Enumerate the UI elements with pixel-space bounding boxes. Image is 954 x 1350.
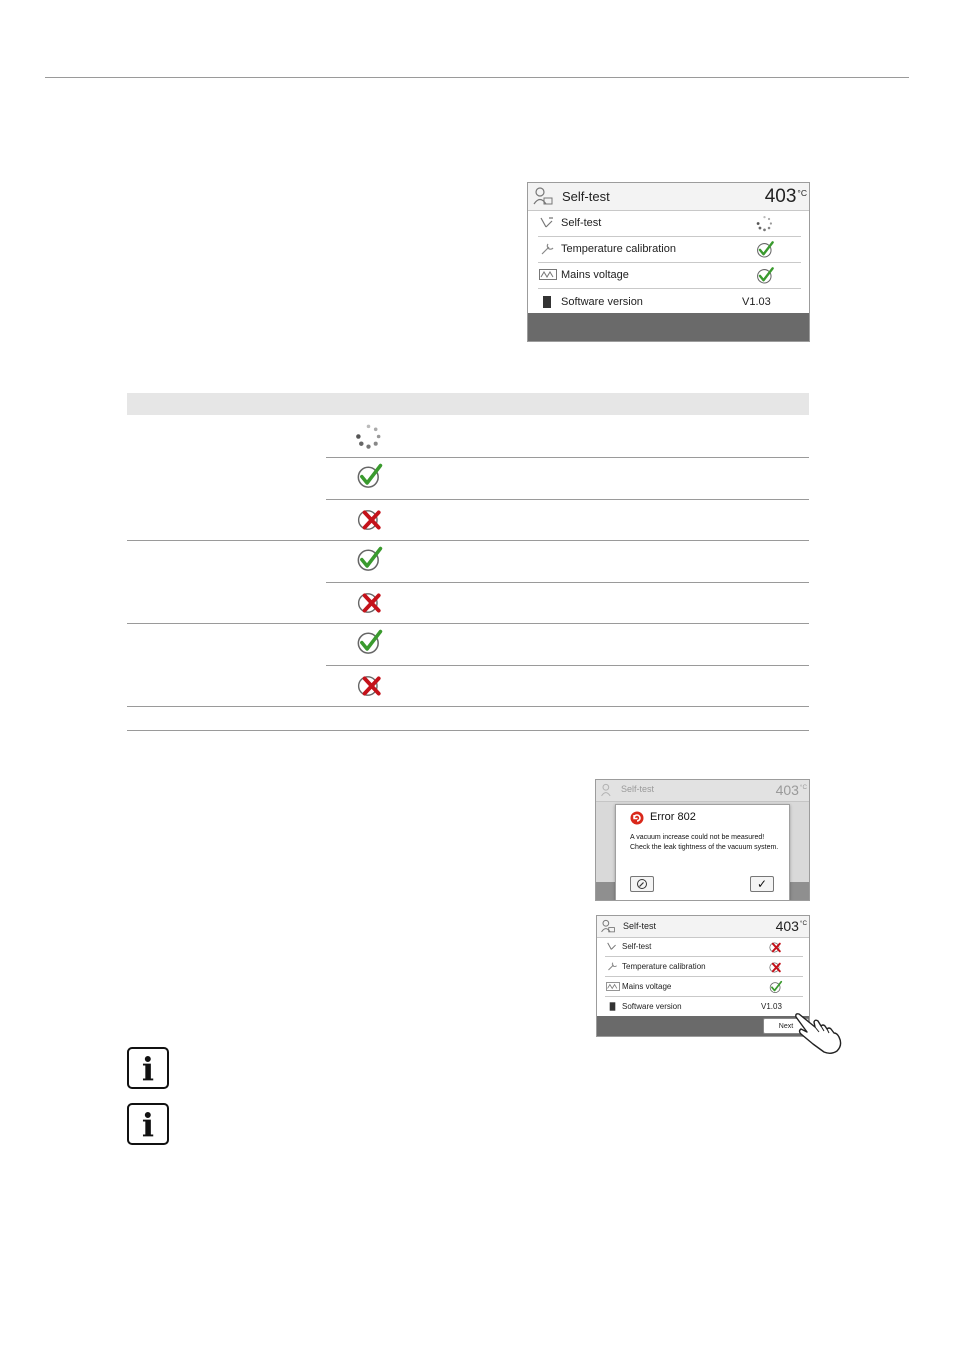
row-label: Self-test [561,217,602,229]
chip-icon [609,1002,616,1011]
check-ok-icon [356,628,384,656]
check-ok-icon [356,462,384,490]
screen-title: Self-test [621,784,655,794]
software-version-value: V1.03 [761,1002,782,1011]
error-alert-icon [630,811,644,825]
screen-header [596,780,809,802]
self-test-icon [540,217,554,229]
row-self-test[interactable] [605,938,803,957]
screen-title: Self-test [623,921,657,931]
furnace-operator-icon [532,186,554,207]
software-version-value: V1.03 [742,296,771,308]
row-mains-voltage[interactable] [538,263,801,289]
row-software-version[interactable] [605,997,803,1016]
row-label: Software version [561,296,643,308]
error-x-icon [769,941,782,954]
status-table-header [127,393,809,415]
error-x-icon [357,673,383,699]
info-icon: i [127,1103,169,1145]
wrench-icon [607,961,618,971]
chip-icon [542,296,552,308]
loading-spinner-icon [756,215,773,232]
row-label: Mains voltage [622,982,672,991]
table-divider [326,582,809,583]
row-label: Software version [622,1002,682,1011]
screen-header [597,916,809,938]
furnace-operator-icon [600,919,616,934]
error-dialog [615,804,790,901]
error-x-icon [357,590,383,616]
error-x-icon [769,961,782,974]
loading-spinner-icon [355,423,382,450]
table-divider [127,706,809,707]
screen-footer-bar [597,1016,809,1036]
self-test-screen [527,182,810,342]
error-screen [595,779,810,901]
row-label: Temperature calibration [622,962,706,971]
wrench-icon [540,242,555,255]
table-divider [326,665,809,666]
confirm-button[interactable]: ✓ [750,876,774,892]
row-temperature-calibration[interactable] [605,957,803,977]
pointing-hand-icon [793,1010,845,1054]
error-message: A vacuum increase could not be measured! Check the leak tightness of the vacuum system. [630,834,779,851]
next-button[interactable]: Next [763,1018,809,1034]
row-temperature-calibration[interactable] [538,237,801,263]
table-divider [127,623,809,624]
check-ok-icon [756,240,775,259]
row-mains-voltage[interactable] [605,977,803,997]
temperature-display: $403^{^\circ C}$ [775,782,807,798]
row-label: Temperature calibration [561,243,676,255]
check-ok-icon [356,545,384,573]
table-bottom-rule [127,730,809,731]
error-title: Error 802 [650,811,696,823]
wrench-circle-icon [636,878,648,890]
temperature-display: $403^{^\circ C}$ [764,186,807,207]
error-x-icon [357,507,383,533]
table-divider [326,499,809,500]
screen-header [528,183,809,211]
service-button[interactable] [630,876,654,892]
top-rule [45,77,909,78]
self-test-results-screen [596,915,810,1037]
row-self-test[interactable] [538,211,801,237]
row-label: Self-test [622,942,652,951]
voltage-icon [539,269,557,280]
self-test-icon [607,942,617,951]
row-label: Mains voltage [561,269,629,281]
table-divider [127,540,809,541]
voltage-icon [606,982,620,991]
screen-footer-bar [528,313,809,341]
table-divider [326,457,809,458]
temperature-display: $403^{^\circ C}$ [775,918,807,934]
check-ok-icon [756,266,775,285]
row-software-version[interactable] [538,290,801,314]
check-ok-icon [769,980,783,994]
info-icon: i [127,1047,169,1089]
furnace-operator-icon [600,783,616,798]
screen-title: Self-test [562,189,610,204]
